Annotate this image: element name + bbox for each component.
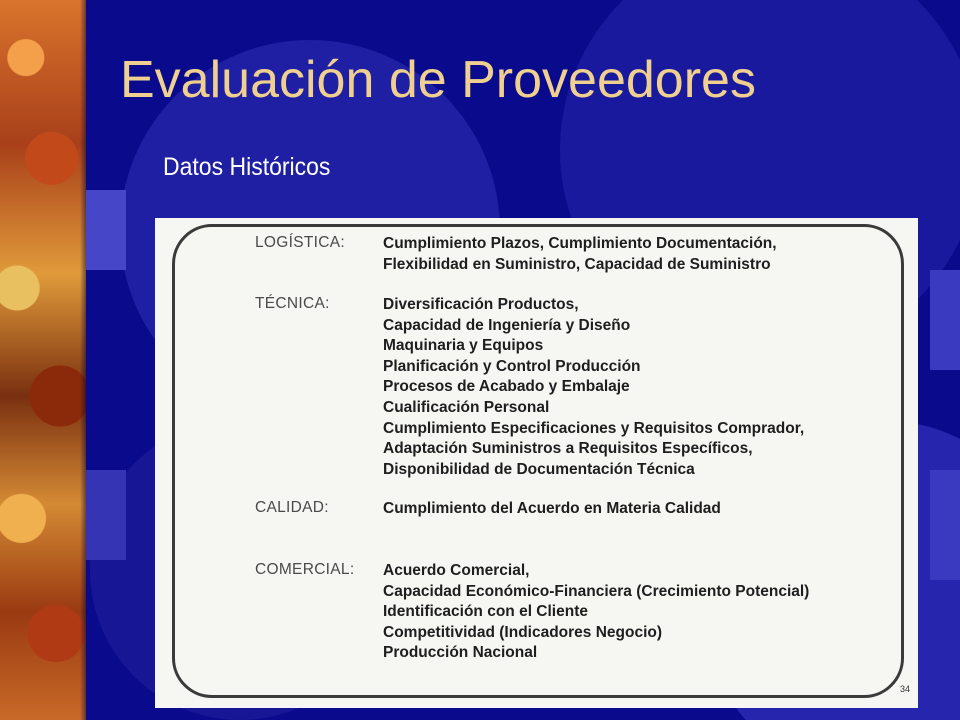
category-label: TÉCNICA:	[255, 295, 330, 312]
criteria-item: Competitividad (Indicadores Negocio)	[383, 623, 663, 641]
criteria-item: Identificación con el Cliente	[383, 603, 588, 621]
slide-subtitle: Datos Históricos	[163, 153, 331, 181]
criteria-item: Cumplimiento Plazos, Cumplimiento Documentación,	[383, 235, 777, 252]
slide-title: Evaluación de Proveedores	[120, 51, 756, 109]
category-label: COMERCIAL:	[255, 561, 355, 578]
gear-tooth	[930, 470, 960, 580]
criteria-item: Capacidad de Ingeniería y Diseño	[383, 316, 631, 334]
criteria-item: Producción Nacional	[383, 644, 538, 662]
gear-tooth	[86, 470, 126, 560]
gear-tooth	[86, 190, 126, 270]
criteria-item: Maquinaria y Equipos	[383, 337, 544, 355]
page-number: 34	[899, 684, 910, 694]
criteria-item: Planificación y Control Producción	[383, 357, 641, 375]
criteria-item: Diversificación Productos,	[383, 296, 579, 313]
criteria-item: Flexibilidad en Suministro, Capacidad de Suministro	[383, 255, 771, 273]
category-label: LOGÍSTICA:	[255, 234, 345, 251]
criteria-item: Acuerdo Comercial,	[383, 562, 530, 579]
criteria-item: Disponibilidad de Documentación Técnica	[383, 460, 695, 478]
criteria-item: Procesos de Acabado y Embalaje	[383, 378, 630, 396]
criteria-item: Cumplimiento Especificaciones y Requisitos Comprador,	[383, 419, 805, 437]
criteria-item: Capacidad Económico-Financiera (Crecimiento Potencial)	[383, 582, 810, 600]
category-label: CALIDAD:	[255, 499, 329, 516]
scanned-criteria-table	[155, 218, 918, 708]
decorative-gear-strip	[0, 0, 86, 720]
criteria-item: Cualificación Personal	[383, 398, 550, 416]
gear-tooth	[930, 270, 960, 370]
criteria-item: Cumplimiento del Acuerdo en Materia Calidad	[383, 500, 721, 517]
criteria-item: Adaptación Suministros a Requisitos Específicos,	[383, 440, 753, 458]
